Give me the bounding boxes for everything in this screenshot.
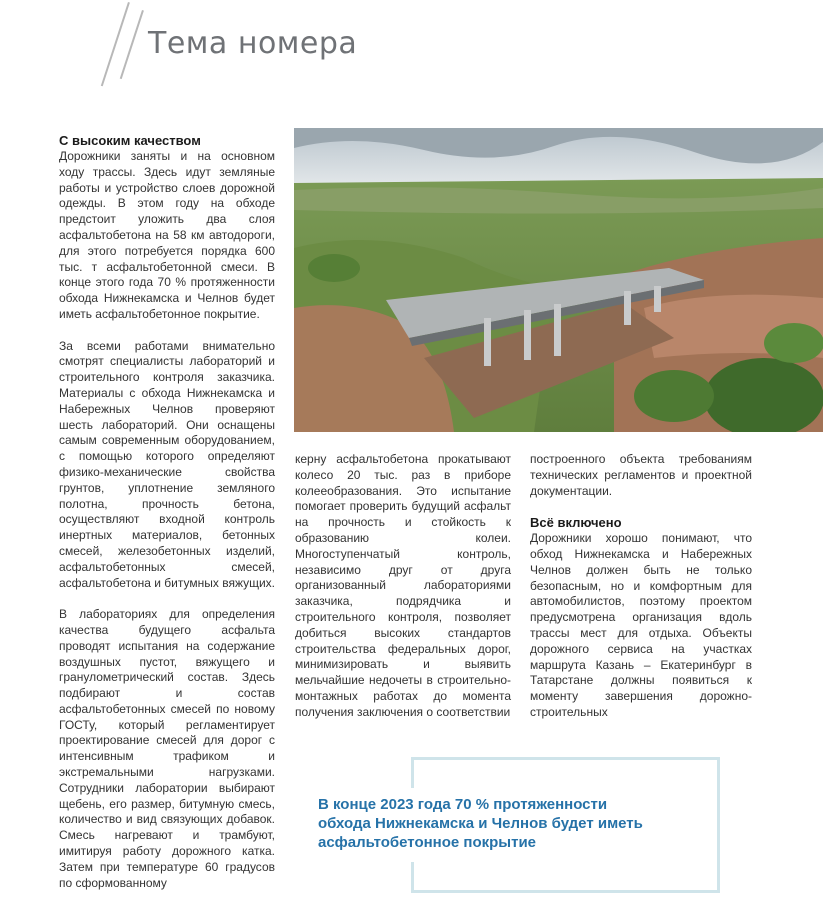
- decorative-slash: [101, 2, 130, 86]
- section-title: Тема номера: [148, 26, 358, 61]
- text-column-3: [530, 452, 752, 737]
- text-column-1: [59, 133, 275, 907]
- subheading-high-quality: С высоким качеством: [59, 133, 201, 148]
- subheading-all-included: Всё включено: [530, 515, 622, 531]
- paragraph: Дорожники заняты и на основном ходу трассы. Здесь идут земляные работы и устройство слоев дорожной одежды. В этом году на обходе предстоит уложить два слоя асфальтобетона на 58 км автодороги, для этого потребуется порядка 600 тыс. т асфальтобетонной смеси. В конце этого года 70 % протяженности обхода Нижнекамска и Челнов будет иметь асфальтобетонное покрытие.: [59, 149, 275, 321]
- paragraph: За всеми работами внимательно смотрят специалисты лабораторий и строительного контроля заказчика. Материалы с обхода Нижнекамска и Набережных Челнов проверяют шесть лабораторий. Они оснащены самым современным оборудованием, с помощью которого определяют физико-механические свойства грунтов, уплотнение земляного полотна, прочность бетона, осуществляют входной контроль инертных материалов, бетонных смесей, железобетонных изделий, асфальтобетонных смесей, асфальтобетона и битумных вяжущих.: [59, 338, 276, 590]
- photo-illustration: [294, 128, 823, 432]
- bridge-construction-photo: [294, 128, 823, 432]
- paragraph: построенного объекта требованиям технических регламентов и проектной документации.: [530, 452, 752, 498]
- paragraph: керну асфальтобетона прокатывают колесо 20 тыс. раз в приборе колееобразования. Это испытание помогает проверить будущий асфальт на прочность и стойкость к образованию колеи. Многоступенчатый контроль, независимо друг от друга организованный лабораториями заказчика, подрядчика и строительного контроля, позволяет добиться высоких стандартов строительства федеральных дорог, минимизировать и выявить мельчайшие недочеты в строительно-монтажных работах до момента получения заключения о соответствии: [295, 452, 511, 719]
- text-column-2: [295, 452, 511, 736]
- paragraph: В лабораториях для определения качества будущего асфальта проводят испытания на содержание воздушных пустот, вяжущего и гранулометрический состав. Здесь подбирают и состав асфальтобетонных смесей по новому ГОСТу, который регламентирует проектирование смесей для дорог с интенсивным трафиком и экстремальными нагрузками. Сотрудники лаборатории выбирают щебень, его размер, битумную смесь, количество и вид связующих добавок. Смесь нагревают и трамбуют, имитируя работу дорожного катка. Затем при температуре 60 градусов по сформованному: [59, 607, 275, 890]
- paragraph: Дорожники хорошо понимают, что обход Нижнекамска и Набережных Челнов должен быть не только безопасным, но и комфортным для автомобилистов, поэтому проектом предусмотрена организация вдоль трассы мест для отдыха. Объекты дорожного сервиса на участках маршрута Казань – Екатеринбург в Татарстане должны появиться к моменту завершения дорожно-строительных: [530, 531, 752, 719]
- pull-quote: В конце 2023 года 70 % протяженности обхода Нижнекамска и Челнов будет иметь асфальтобетонное покрытие: [318, 796, 643, 851]
